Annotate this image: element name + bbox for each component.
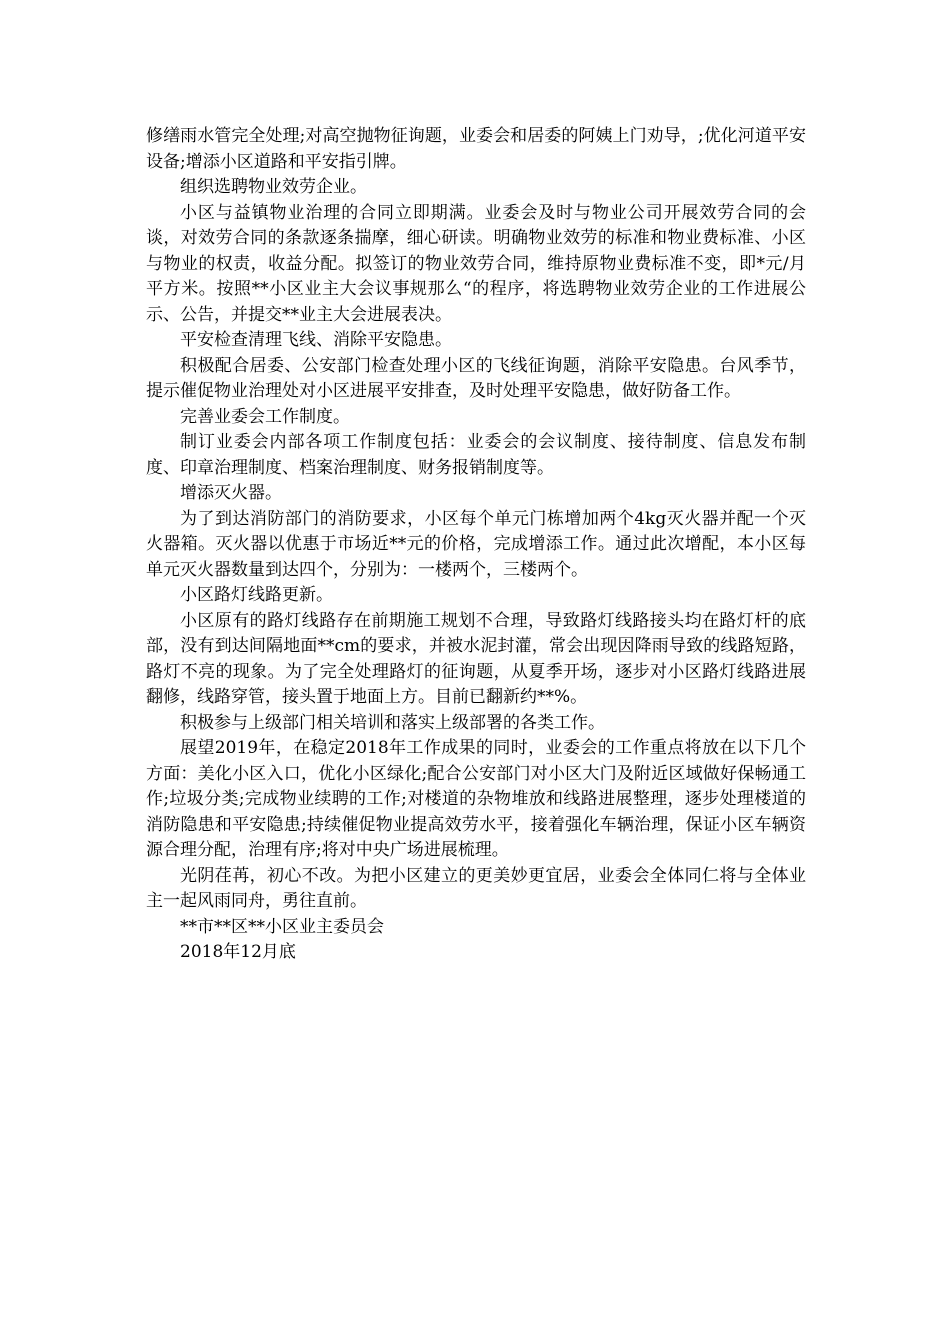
signature-committee: **市**区**小区业主委员会 — [180, 916, 384, 937]
signature-date: 2018年12月底 — [180, 942, 296, 962]
paragraph-continuation: 修缮雨水管完全处理;对高空抛物征询题，业委会和居委的阿姨上门劝导，;优化河道平安设备;增添小区道路和平安指引牌。 — [146, 126, 806, 172]
heading-property-selection: 组织选聘物业效劳企业。 — [180, 177, 367, 197]
paragraph-outlook-2019: 展望2019年，在稳定2018年工作成果的同时，业委会的工作重点将放在以下几个方面：美化小区入口，优化小区绿化;配合公安部门对小区大门及附近区域做好保畅通工作;垃圾分类;完成物业续聘的工作;对楼道的杂物堆放和线路进展整理，逐步处理楼道的消防隐患和平安隐患;持续催促物业提高效劳水平，接着强化车辆治理，保证小区车辆资源合理分配，治理有序;将对中央广场进展梳理。 — [146, 738, 806, 860]
document-body — [146, 124, 806, 966]
paragraph-work-system: 制订业委会内部各项工作制度包括：业委会的会议制度、接待制度、信息发布制度、印章治理制度、档案治理制度、财务报销制度等。 — [146, 432, 806, 478]
paragraph-fire-extinguishers: 为了到达消防部门的消防要求，小区每个单元门栋增加两个4kg灭火器并配一个灭火器箱。灭火器以优惠于市场近**元的价格，完成增添工作。通过此次增配，本小区每单元灭火器数量到达四个，分别为：一楼两个，三楼两个。 — [146, 508, 806, 580]
paragraph-safety-check: 积极配合居委、公安部门检查处理小区的飞线征询题，消除平安隐患。台风季节，提示催促物业治理处对小区进展平安排查，及时处理平安隐患，做好防备工作。 — [146, 355, 806, 401]
heading-street-lights: 小区路灯线路更新。 — [180, 585, 333, 605]
paragraph-street-lights: 小区原有的路灯线路存在前期施工规划不合理，导致路灯线路接头均在路灯杆的底部，没有到达间隔地面**cm的要求，并被水泥封灌，常会出现因降雨导致的线路短路，路灯不亮的现象。为了完全处理路灯的征询题，从夏季开场，逐步对小区路灯线路进展翻修，线路穿管，接头置于地面上方。目前已翻新约**%。 — [146, 610, 806, 707]
paragraph-closing: 光阴荏苒，初心不改。为把小区建立的更美妙更宜居，业委会全体同仁将与全体业主一起风雨同舟，勇往直前。 — [146, 865, 806, 911]
paragraph-training: 积极参与上级部门相关培训和落实上级部署的各类工作。 — [180, 712, 605, 733]
heading-work-system: 完善业委会工作制度。 — [180, 406, 350, 427]
heading-safety-check: 平安检查清理飞线、消除平安隐患。 — [180, 330, 452, 350]
heading-fire-extinguishers: 增添灭火器。 — [180, 483, 282, 503]
paragraph-property-contract: 小区与益镇物业治理的合同立即期满。业委会及时与物业公司开展效劳合同的会谈，对效劳合同的条款逐条揣摩，细心研读。明确物业效劳的标准和物业费标准、小区与物业的权责，收益分配。拟签订的物业效劳合同，维持原物业费标准不变，即*元/月平方米。按照**小区业主大会议事规那么“的程序，将选聘物业效劳企业的工作进展公示、公告，并提交**业主大会进展表决。 — [146, 202, 806, 325]
